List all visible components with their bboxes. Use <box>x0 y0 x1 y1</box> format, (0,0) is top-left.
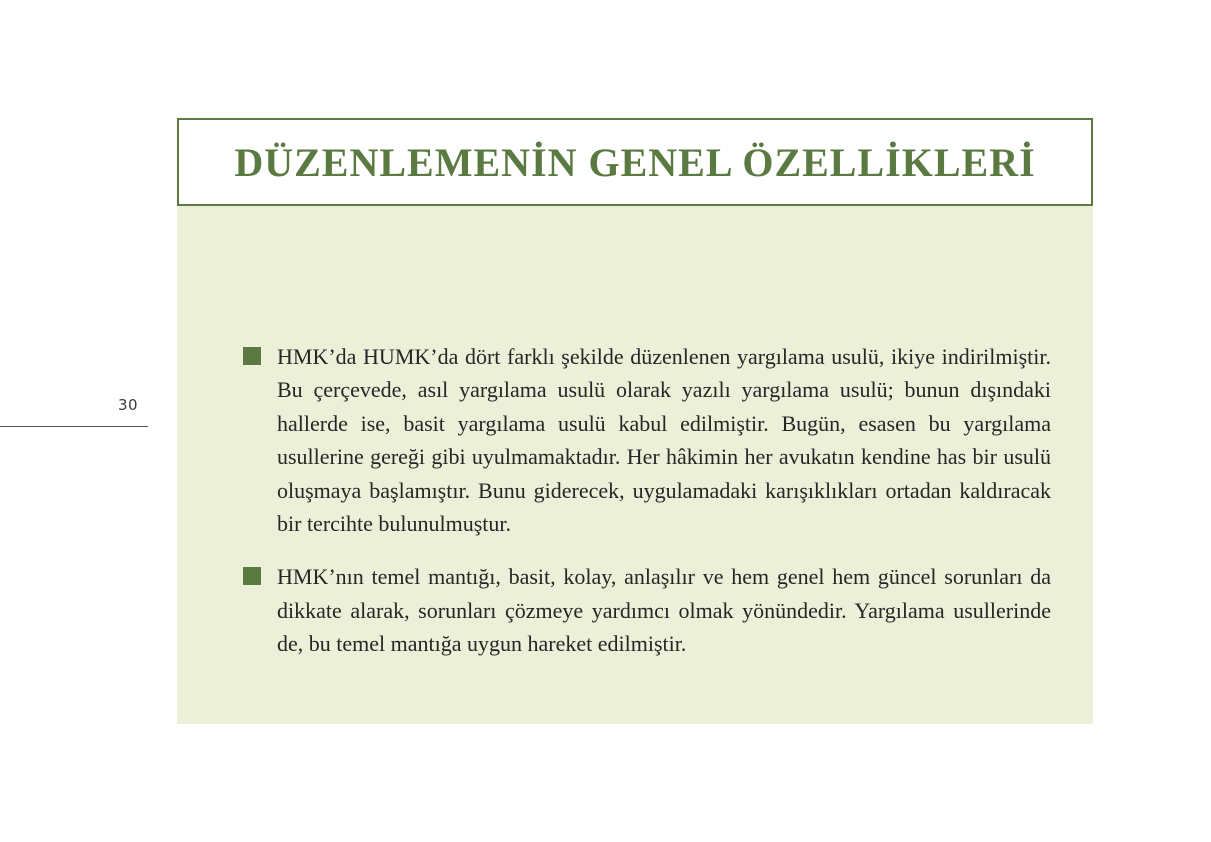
bullet-item-1 <box>243 340 1051 540</box>
page-number-rule <box>0 426 148 427</box>
content-panel <box>177 118 1093 724</box>
page-number: 30 <box>118 396 139 414</box>
square-bullet-icon <box>243 347 261 365</box>
bullet-list <box>243 340 1051 681</box>
square-bullet-icon <box>243 567 261 585</box>
title-box <box>177 118 1093 206</box>
bullet-text-2: HMK’nın temel mantığı, basit, kolay, anlaşılır ve hem genel hem güncel sorunları da dikkate alarak, sorunları çözmeye yardımcı olmak yönündedir. Yargılama usullerinde de, bu temel mantığa uygun hareket edilmiştir. <box>277 564 1051 657</box>
page-title: DÜZENLEMENİN GENEL ÖZELLİKLERİ <box>234 139 1036 185</box>
bullet-item-2 <box>243 560 1051 660</box>
bullet-text-1: HMK’da HUMK’da dört farklı şekilde düzenlenen yargılama usulü, ikiye indirilmiştir. Bu çerçevede, asıl yargılama usulü olarak yazılı yargılama usulü; bunun dışındaki hallerde ise, basit yargılama usulü kabul edilmiştir. Bugün, esasen bu yargılama usullerine gereği gibi uyulmamaktadır. Her hâkimin her avukatın kendine has bir usulü oluşmaya başlamıştır. Bunu giderecek, uygulamadaki karışıklıkları ortadan kaldıracak bir tercihte bulunulmuştur. <box>277 344 1051 537</box>
